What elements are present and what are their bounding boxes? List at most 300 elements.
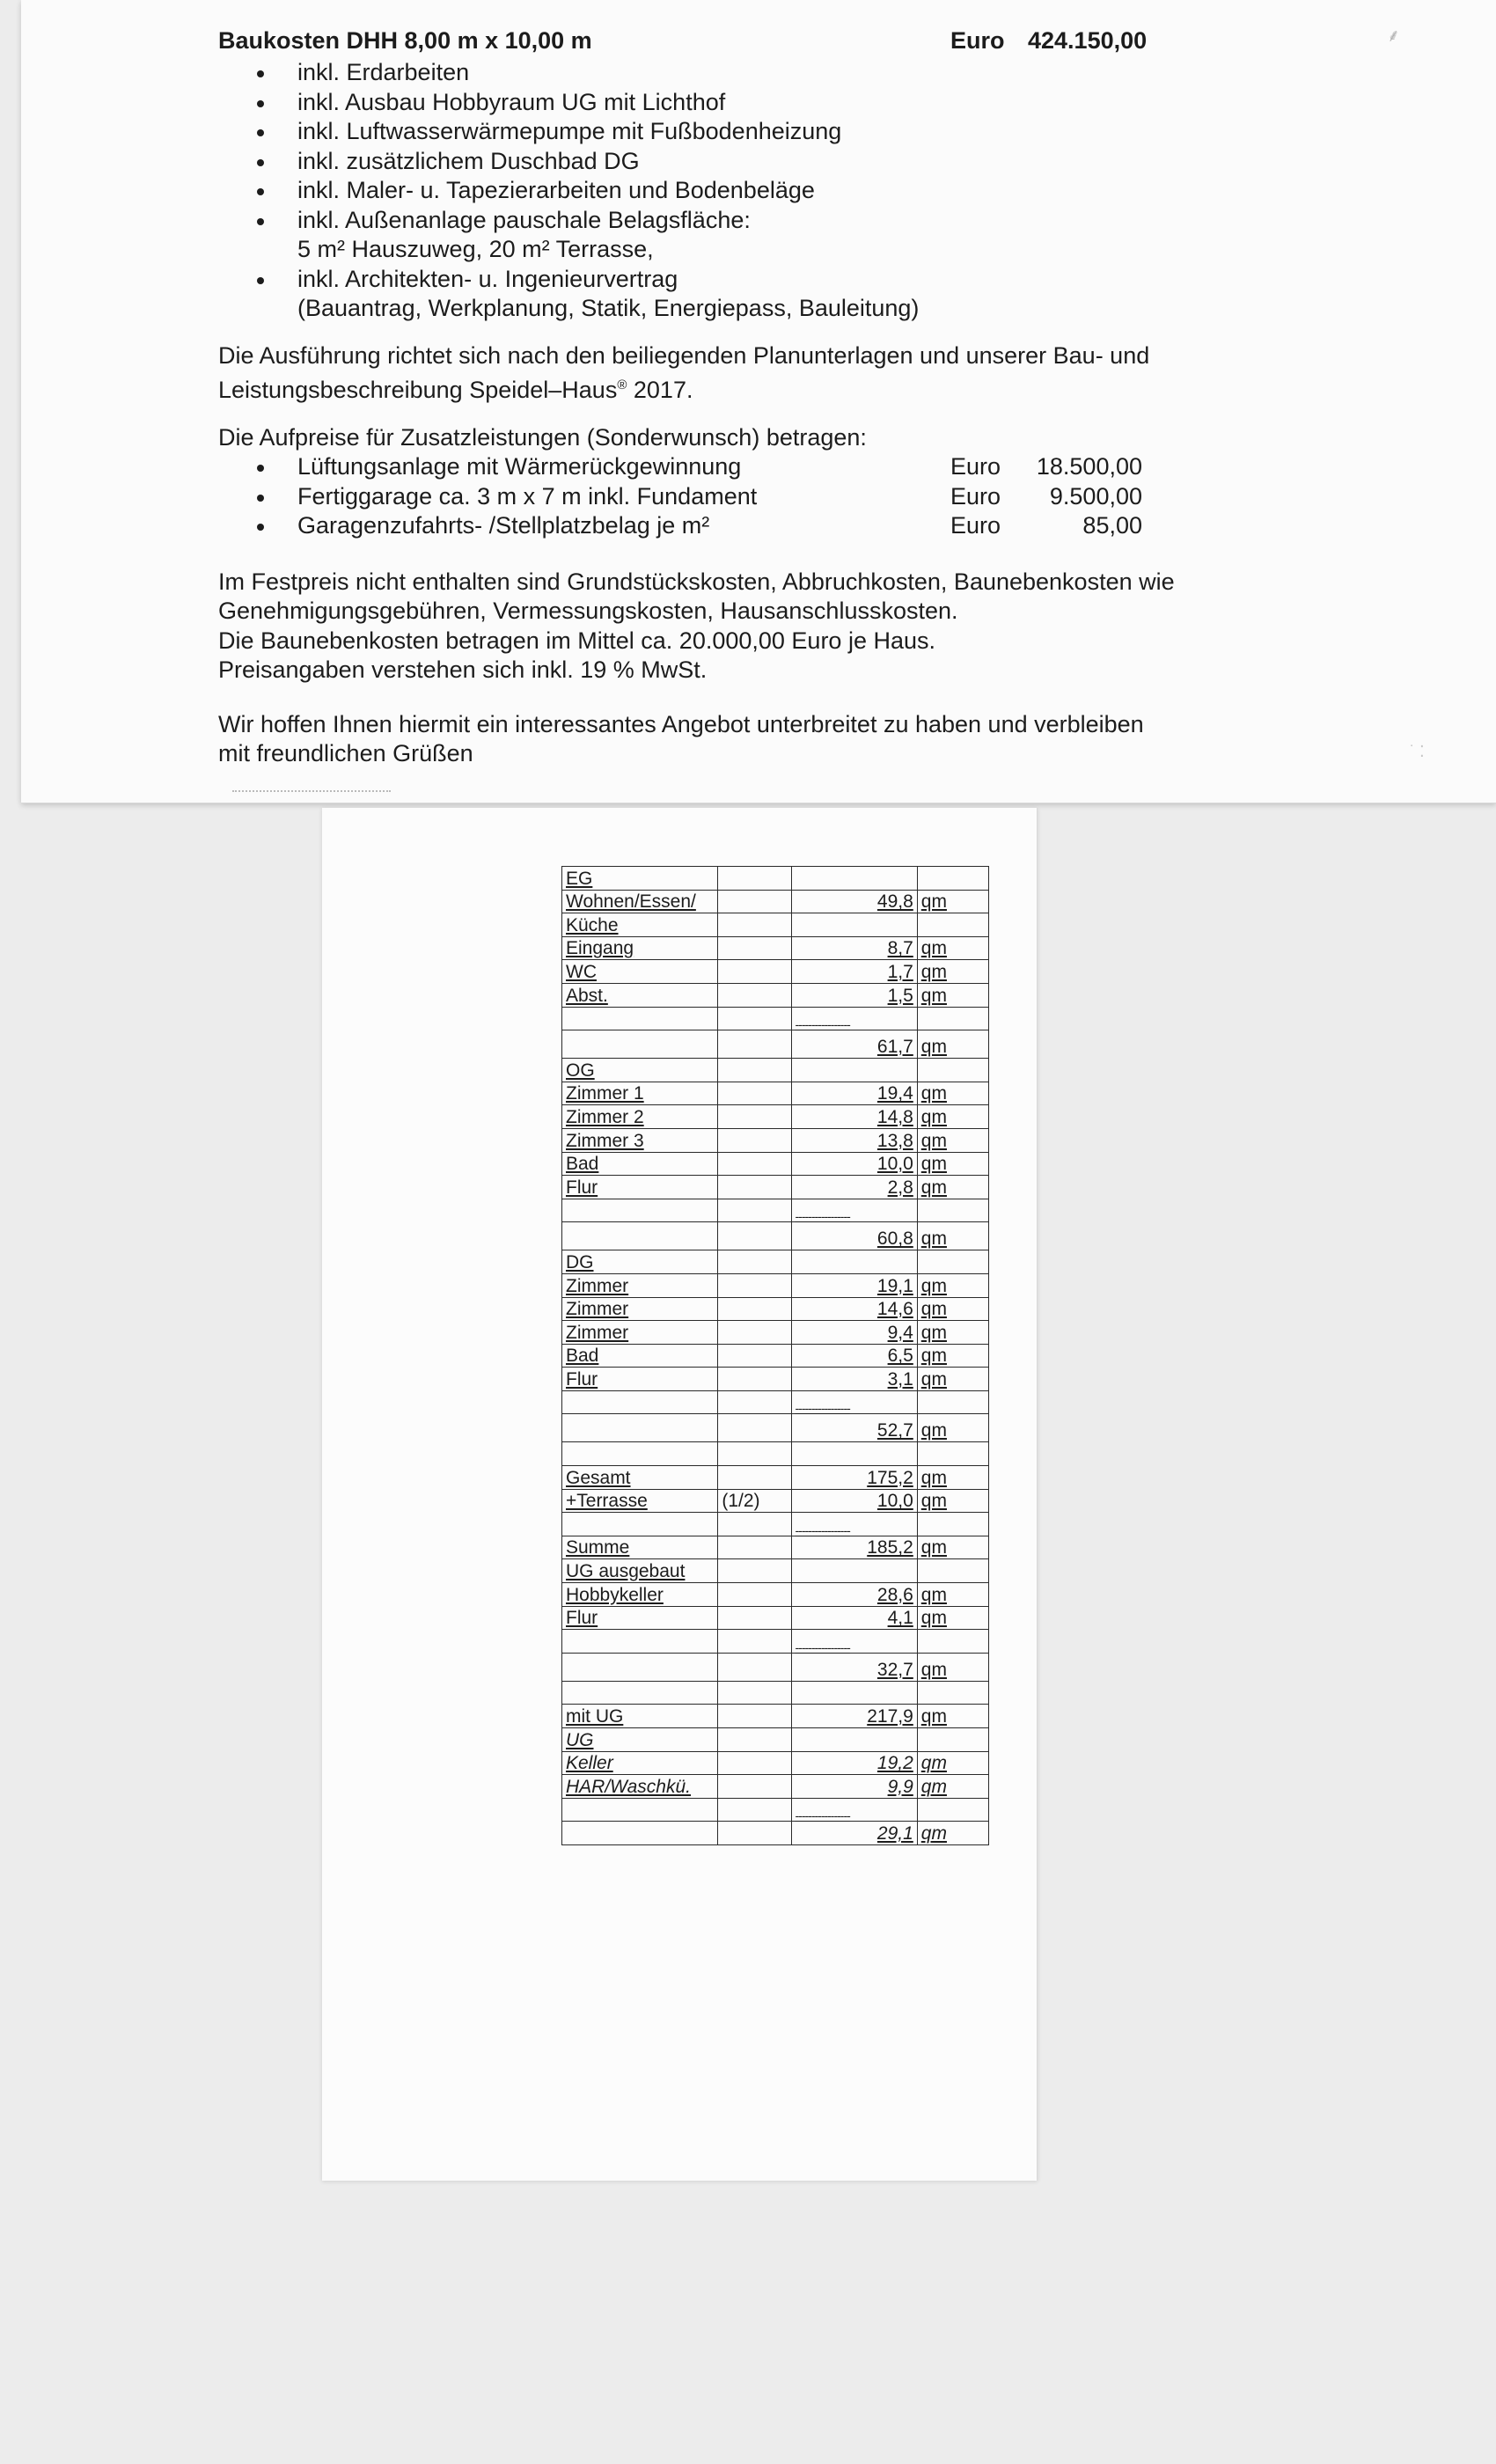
factor-cell [718,1775,791,1799]
surcharge-currency: Euro [950,453,1001,480]
room-name-text: Zimmer [566,1299,629,1320]
included-item: inkl. Erdarbeiten [218,58,1274,88]
area-value-cell [791,1751,917,1775]
factor-cell [718,1559,791,1583]
bullet-dot [257,465,264,472]
area-value-cell [791,1128,917,1152]
factor-cell [718,1390,791,1414]
table-row [562,1105,989,1129]
room-name-text: mit UG [566,1706,624,1727]
area-value-cell [791,1583,917,1607]
unit-cell [917,1728,988,1752]
execution-line-2-year: 2017. [627,377,693,403]
area-value-cell [791,1321,917,1345]
area-value-text: 1,7 [887,961,913,982]
area-value-text: 60,8 [876,1228,913,1250]
unit-text: qm [920,1776,947,1797]
surcharge-value: 9.500,00 [1049,482,1142,510]
room-name-cell [562,1368,718,1391]
room-name-cell [562,1030,718,1059]
room-name-text: Zimmer 1 [566,1083,644,1104]
room-name-cell [562,1250,718,1274]
room-name-text: Wohnen/Essen/ [566,891,696,913]
unit-text: qm [920,891,947,913]
area-value-cell [791,1822,917,1845]
room-name-cell [562,1728,718,1752]
room-name-text: Zimmer [566,1322,629,1343]
unit-text: qm [920,1420,947,1441]
area-value-text: 8,7 [887,938,913,959]
scan-speck-right: ˙ ⁚ [1410,743,1425,760]
room-name-text: Hobbykeller [566,1584,664,1605]
unit-cell [917,1176,988,1199]
factor-cell [718,890,791,913]
cost-heading [218,26,1274,58]
included-item: inkl. Luftwasserwärmepumpe mit Fußbodenheizung [218,117,1274,147]
room-name-text: EG [566,868,593,889]
surcharge-label: Fertiggarage ca. 3 m x 7 m inkl. Fundament [297,482,758,510]
area-value-text: 28,6 [876,1584,913,1605]
factor-cell [718,1105,791,1129]
table-row [562,960,989,984]
factor-text: (1/2) [722,1491,760,1512]
room-name-cell [562,1059,718,1082]
table-row [562,1059,989,1082]
architect-line-1: inkl. Architekten- u. Ingenieurvertrag [297,265,678,292]
unit-cell [917,1082,988,1105]
area-value-text: 61,7 [876,1037,913,1058]
subtotal-dash-line: ----------------- [795,1401,850,1416]
area-value-cell [791,1199,917,1222]
closing-line-2: mit freundlichen Grüßen [218,740,473,766]
area-value-cell [791,1536,917,1559]
unit-cell [917,1152,988,1176]
room-name-text: Bad [566,1154,599,1175]
area-value-text: 10,0 [876,1491,913,1512]
unit-cell [917,1390,988,1414]
room-name-text: Flur [566,1177,598,1198]
unit-text: qm [920,985,947,1006]
unit-cell [917,1344,988,1368]
execution-paragraph [218,341,1274,406]
area-value-text: 185,2 [867,1537,913,1558]
area-value-cell [791,1798,917,1822]
unit-cell [917,867,988,891]
unit-cell [917,1059,988,1082]
room-name-cell [562,1128,718,1152]
room-name-cell [562,1176,718,1199]
subtotal-dash-line: ----------------- [795,1017,850,1032]
unit-cell [917,1751,988,1775]
subtotal-dash-line: ----------------- [795,1522,850,1537]
factor-cell [718,960,791,984]
room-name-text: UG [566,1729,594,1750]
table-row [562,936,989,960]
included-item: inkl. Ausbau Hobbyraum UG mit Lichthof [218,88,1274,118]
area-value-cell [791,1653,917,1681]
unit-text: qm [920,1130,947,1151]
table-row [562,1414,989,1442]
room-name-text: Flur [566,1608,598,1629]
area-value-text: 3,1 [887,1368,913,1390]
included-item: inkl. zusätzlichem Duschbad DG [218,147,1274,177]
area-value-text: 175,2 [867,1467,913,1488]
room-name-cell [562,1630,718,1654]
unit-text: qm [920,1467,947,1488]
table-row [562,1152,989,1176]
room-name-cell [562,1007,718,1030]
area-value-text: 14,6 [876,1299,913,1320]
area-table-sheet [322,808,1038,2181]
area-value-cell [791,1030,917,1059]
table-row [562,1442,989,1466]
table-row [562,1222,989,1250]
surcharge-row [218,452,1274,482]
area-table [561,866,989,1845]
room-name-text: OG [566,1060,595,1081]
unit-cell [917,1321,988,1345]
included-item: inkl. Maler- u. Tapezierarbeiten und Bodenbeläge [218,176,1274,206]
table-row [562,1489,989,1513]
factor-cell [718,1297,791,1321]
table-row [562,1775,989,1799]
room-name-cell [562,1321,718,1345]
subtotal-dash-line: ----------------- [795,1808,850,1823]
table-row [562,1559,989,1583]
area-value-cell [791,1250,917,1274]
table-row [562,890,989,913]
unit-cell [917,1705,988,1728]
unit-cell [917,1442,988,1466]
unit-cell [917,1681,988,1705]
unit-text: qm [920,1177,947,1198]
table-row [562,1344,989,1368]
unit-cell [917,1559,988,1583]
area-value-cell [791,1681,917,1705]
unit-text: qm [920,1299,947,1320]
room-name-text: Keller [566,1753,613,1774]
room-name-text: Zimmer 2 [566,1106,644,1127]
factor-cell [718,1059,791,1082]
surcharge-row [218,511,1274,541]
room-name-text: Eingang [566,938,634,959]
table-row [562,1798,989,1822]
surcharge-label: Lüftungsanlage mit Wärmerückgewinnung [297,453,742,480]
unit-cell [917,1606,988,1630]
letter-body [218,26,1274,769]
factor-cell [718,1630,791,1654]
unit-text: qm [920,1368,947,1390]
execution-line-2 [218,370,1274,406]
unit-cell [917,1030,988,1059]
area-value-text: 14,8 [876,1106,913,1127]
room-name-cell [562,1222,718,1250]
area-value-text: 10,0 [876,1154,913,1175]
factor-cell [718,1798,791,1822]
area-value-text: 32,7 [876,1659,913,1680]
factor-cell [718,1751,791,1775]
unit-text: qm [920,1537,947,1558]
room-name-cell [562,1559,718,1583]
room-name-text: +Terrasse [566,1491,648,1512]
area-value-cell [791,1082,917,1105]
room-name-cell [562,1751,718,1775]
area-value-cell [791,1705,917,1728]
room-name-cell [562,1466,718,1490]
area-value-cell [791,1728,917,1752]
bullet-dot [257,524,264,531]
unit-text: qm [920,961,947,982]
area-value-text: 49,8 [876,891,913,913]
architect-line-2: (Bauantrag, Werkplanung, Statik, Energiepass, Bauleitung) [297,295,920,321]
closing-paragraph [218,710,1274,769]
factor-cell [718,1250,791,1274]
table-row [562,1007,989,1030]
closing-line-1: Wir hoffen Ihnen hiermit ein interessantes Angebot unterbreitet zu haben und verbleiben [218,710,1144,737]
unit-cell [917,1007,988,1030]
unit-text: qm [920,1659,947,1680]
table-row [562,867,989,891]
table-row [562,983,989,1007]
unit-cell [917,1466,988,1490]
unit-cell [917,1273,988,1297]
table-row [562,1822,989,1845]
subtotal-dash-line: ----------------- [795,1639,850,1654]
room-name-cell [562,960,718,984]
surcharge-intro: Die Aufpreise für Zusatzleistungen (Sonderwunsch) betragen: [218,423,867,451]
area-value-cell [791,1606,917,1630]
area-value-text: 4,1 [887,1608,913,1629]
execution-line-2-text: Leistungsbeschreibung Speidel–Haus [218,377,618,403]
factor-cell [718,1199,791,1222]
factor-cell [718,1007,791,1030]
room-name-cell [562,1273,718,1297]
area-value-cell [791,1775,917,1799]
room-name-text: Küche [566,914,619,935]
table-row [562,1250,989,1274]
table-row [562,1030,989,1059]
unit-cell [917,1653,988,1681]
room-name-cell [562,983,718,1007]
surcharge-currency: Euro [950,482,1001,510]
factor-cell [718,1222,791,1250]
table-row [562,1653,989,1681]
room-name-cell [562,1082,718,1105]
area-value-text: 13,8 [876,1130,913,1151]
room-name-cell [562,1152,718,1176]
area-value-cell [791,1390,917,1414]
exclusions-line-1: Im Festpreis nicht enthalten sind Grundstückskosten, Abbruchkosten, Baunebenkosten wie [218,568,1175,595]
area-value-text: 19,4 [876,1083,913,1104]
unit-text: qm [920,1106,947,1127]
table-row [562,1751,989,1775]
table-row [562,1630,989,1654]
factor-cell [718,1681,791,1705]
surcharge-section [218,423,1274,541]
unit-text: qm [920,1037,947,1058]
bullet-dot [257,495,264,502]
area-value-text: 6,5 [887,1346,913,1367]
included-services-list [218,58,1274,324]
table-row [562,1705,989,1728]
room-name-cell [562,1822,718,1845]
factor-cell [718,1176,791,1199]
area-value-cell [791,960,917,984]
unit-cell [917,1105,988,1129]
execution-line-1: Die Ausführung richtet sich nach den beiliegenden Planunterlagen und unserer Bau- und [218,341,1150,369]
area-value-cell [791,1007,917,1030]
factor-cell [718,1273,791,1297]
unit-text: qm [920,1154,947,1175]
unit-cell [917,1250,988,1274]
table-row [562,1583,989,1607]
cost-heading-amount: 424.150,00 [1028,27,1148,54]
unit-cell [917,890,988,913]
factor-cell [718,983,791,1007]
table-row [562,1176,989,1199]
unit-cell [917,1798,988,1822]
room-name-cell [562,1775,718,1799]
unit-text: qm [920,1275,947,1296]
unit-text: qm [920,1822,947,1844]
room-name-cell [562,1606,718,1630]
unit-cell [917,1368,988,1391]
factor-cell [718,1653,791,1681]
exclusions-line-4: Preisangaben verstehen sich inkl. 19 % MwSt. [218,656,708,683]
unit-cell [917,1128,988,1152]
factor-cell [718,1152,791,1176]
factor-cell [718,1442,791,1466]
factor-cell [718,1030,791,1059]
area-value-cell [791,1152,917,1176]
room-name-text: Abst. [566,985,608,1006]
unit-cell [917,983,988,1007]
room-name-text: Zimmer 3 [566,1130,644,1151]
unit-text: qm [920,1753,947,1774]
factor-cell [718,1082,791,1105]
room-name-cell [562,1489,718,1513]
room-name-cell [562,936,718,960]
outdoor-line-1: inkl. Außenanlage pauschale Belagsfläche: [297,206,751,233]
cost-heading-title: Baukosten DHH 8,00 m x 10,00 m [218,27,592,54]
table-row [562,1466,989,1490]
scan-speck-mark: ⸙ [1387,26,1400,46]
surcharge-row [218,482,1274,512]
subtotal-dash-line: ----------------- [795,1209,850,1224]
area-value-text: 9,4 [887,1322,913,1343]
unit-cell [917,936,988,960]
room-name-cell [562,1583,718,1607]
area-value-text: 52,7 [876,1420,913,1441]
unit-text: qm [920,1228,947,1250]
room-name-text: WC [566,961,597,982]
unit-text: qm [920,1608,947,1629]
table-row [562,1513,989,1536]
exclusions-paragraph [218,568,1274,686]
factor-cell [718,1344,791,1368]
table-row [562,1199,989,1222]
factor-cell [718,1466,791,1490]
room-name-text: Flur [566,1368,598,1390]
room-name-cell [562,1344,718,1368]
included-item-architect [218,265,1274,324]
room-name-text: Bad [566,1346,599,1367]
area-value-cell [791,1297,917,1321]
area-table-body [562,867,989,1845]
room-name-text: HAR/Waschkü. [566,1776,691,1797]
factor-cell [718,867,791,891]
unit-cell [917,913,988,937]
room-name-cell [562,913,718,937]
table-row [562,1728,989,1752]
unit-text: qm [920,1346,947,1367]
area-value-cell [791,1489,917,1513]
area-value-cell [791,936,917,960]
room-name-cell [562,1414,718,1442]
cut-off-text-trace [232,790,391,796]
table-row [562,1128,989,1152]
room-name-text: UG ausgebaut [566,1561,686,1582]
factor-cell [718,1705,791,1728]
unit-text: qm [920,938,947,959]
area-value-cell [791,890,917,913]
factor-cell [718,1513,791,1536]
factor-cell [718,1414,791,1442]
factor-cell [718,1583,791,1607]
unit-text: qm [920,1706,947,1727]
area-value-cell [791,867,917,891]
area-value-cell [791,1176,917,1199]
area-value-text: 1,5 [887,985,913,1006]
area-value-text: 217,9 [867,1706,913,1727]
factor-cell [718,1489,791,1513]
unit-cell [917,1775,988,1799]
unit-cell [917,1513,988,1536]
area-value-text: 2,8 [887,1177,913,1198]
unit-text: qm [920,1491,947,1512]
area-value-cell [791,1559,917,1583]
unit-cell [917,1222,988,1250]
table-row [562,1321,989,1345]
room-name-cell [562,890,718,913]
room-name-cell [562,1105,718,1129]
area-value-cell [791,913,917,937]
table-row [562,1390,989,1414]
surcharge-value: 18.500,00 [1036,453,1142,480]
area-value-text: 19,2 [876,1753,913,1774]
table-row [562,1273,989,1297]
room-name-text: Gesamt [566,1467,631,1488]
table-row [562,1297,989,1321]
registered-mark: ® [617,378,627,392]
unit-cell [917,1822,988,1845]
unit-cell [917,1583,988,1607]
factor-cell [718,1822,791,1845]
area-value-cell [791,1368,917,1391]
unit-text: qm [920,1322,947,1343]
unit-cell [917,1536,988,1559]
included-item-outdoor [218,206,1274,265]
factor-cell [718,1536,791,1559]
area-value-cell [791,1414,917,1442]
area-value-cell [791,1344,917,1368]
room-name-cell [562,1442,718,1466]
outdoor-line-2: 5 m² Hauszuweg, 20 m² Terrasse, [297,236,654,262]
unit-cell [917,1630,988,1654]
factor-cell [718,1728,791,1752]
room-name-cell [562,1199,718,1222]
room-name-cell [562,1536,718,1559]
